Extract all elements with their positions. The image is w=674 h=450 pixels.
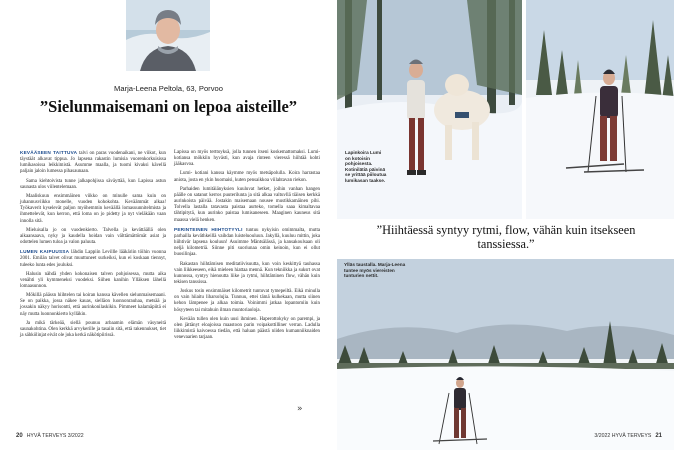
page-number-left: 20	[16, 433, 23, 439]
paragraph: Rakastan hiihtämisen meditatiivisuutta, kun voin keskittyä tauhassa vain liikkeeseen, eikä mieleen hiattaa mennä. Kun tekniikka ja suksrt ovat kunnossa, syntyy hienoutta liike ja rytmi, hiihtäminen flow, vähän kuin tekisen tanssissa.	[174, 261, 320, 285]
right-page	[337, 0, 674, 450]
paragraph: Mökillä päässn hiihtelen tai koiran kanssa kävellen sielunmaisemaani. Se on paikka, jossa näkee kauas, sielläon luonnonrauhaa, metsää ja jossakin näkyy horisontti, että aurinkonilaskikin. Pimmeet kalamäpiitä ei näy mutta luonnonkierto kylläkin.	[20, 293, 166, 317]
byline: Marja-Leena Peltola, 63, Porvoo	[114, 84, 223, 93]
portrait-photo	[126, 0, 210, 71]
paragraph: Lapissa on myös terttoyksä, jolla tunnen itseni koskemattomaksi. Lumi-kotiansa mökkiin hyvästi, kun avaja rinteen vieressä hiihtää kohti jääkasvoa.	[174, 150, 320, 168]
text-column-right	[174, 150, 320, 344]
photo-fell-landscape	[337, 259, 674, 450]
magazine-issue: 3/2022 HYVÄ TERVEYS	[594, 433, 652, 439]
photo-caption: Ylläs taustalla. Marja-Leena tuntee myös viereisten tunturien nettit.	[344, 262, 406, 279]
folio-left	[16, 433, 84, 439]
paragraph: Parhaiden lumitäiänyksien kuuluvat hetket, joihin vanhan hangen päälle on satanut kerros puuterilunta ja sitä alkaa valtuvllä tiäisen kerkkä aurinkoista päivää. Jostakin maisemaan nousee mustikkamäinen pihi. Tolvella lastalla tatavasta paistaa aurteko, tomella saaa kimaltavaa tähtipitytä, kun aurinko paistaa lumisaneseen. Maaginen kauneus sitä maassa vielä henken.	[174, 186, 320, 223]
paragraph: Sama kiehtoivista tunne jalkapohjissa säväyttää, kun Lapissa astun saunasta ulos viilentelemaan.	[20, 178, 166, 190]
photo-woman-with-dog	[337, 0, 522, 219]
text-column-left	[20, 150, 166, 342]
paragraph: Halusin nähdä yhden kokonaisen talven pohjoisessa, mutta aika venähti yli kymmeneksi vuodeksi. Siihen kanihin Ylläksen lähellä lomaasunnon.	[20, 271, 166, 289]
pull-quote: ”Hiihtäessä syntyy rytmi, flow, vähän kuin itsekseen tanssiessa.”	[376, 223, 636, 251]
folio-right	[594, 433, 662, 439]
magazine-issue: HYVÄ TERVEYS 3/2022	[26, 433, 84, 439]
page-number-right: 21	[655, 433, 662, 439]
paragraph: Lumi- kotiani kanssa käymme myös metsäpolulla. Koira harrastaa aniota, josta en ykin huomaisi, kuten pensaikkoa viilahtavan riekon.	[174, 171, 320, 183]
paragraph: Maaliskuun ensimmäinen viikko on minulle sama kuin on juhannusviikko monelle, vuoden kohokohta. Keväämmät alkaa! Työkaverit kyselevät paljon myöhemmin keväällä lomasuunnitelmista ja ihmettelevät, kun kerron, että loma on jo pidetty ja nyt vieläkään vaan innolla sitä.	[20, 193, 166, 224]
paragraph: Mieluisalla jo on vuodenkierto. Talvella ja kevättäällä olen aikaansaava, nyky ja kaudella hoidan vain välttämättömät asiat ja odottelen lumen tuloa ja valon paluuta.	[20, 227, 166, 246]
paragraph: PERINTEINEN HIIHTOTYYLI tuntuu nykyisin omimmalta, mutta parhailla keväthkeillä vaihdan luisteluouluun. Jakyllä, kuuluu mittin, joka hiihtivär lapsena kouluun! Asuimme Mäntsälässä, ja kansakoulsaan oli neljä kilometriä. Siinne piti suoriunaa omin keinoin, kun ei ollut buosilinjaa.	[174, 226, 320, 258]
paragraph: KEVÄÄSEEN TAITTUVA talvi on paras vuodenaikani, ne viikot, kun täystäät alkavat tippua. Jo lapsena rakastin lumisia vuorenkorkuisissa lumikasoissa leikkimistä. Asumme maalla, ja tuomi kivaksi kävellä paljain jaloin lumessa pihasaunaan.	[20, 150, 166, 175]
paragraph: LUMEN KAIPUUSSA lähdin Lappiin Levillle lääkäriin töihin vuonna 2001. Emilän talvet olivat muuttuneet surkeiksi, kun ei koskaan tiennyt, tuleeko lunta edes jouluksi.	[20, 249, 166, 268]
paragraph: Joskus tosin ensimmäiset kilometrit tuntuvat tymepeiltä. Eikä minulla on vain hiiaitu liharsolujia. Tunnuu, ettei tämä kulkekaan, mutta siinen kehon lämpenee ja alkaa toimia. Voinimmi jatkaa lopantomiin kuin hösyyteen tai mitahuin ilman muntoriaoloja.	[174, 289, 320, 313]
continue-arrow-icon: »	[297, 404, 303, 414]
paragraph: Ja mikä tärkeää, siellä pounuu arbaamin elämän väsyneitä saunakohtina. Olen kerkkä arvykerille ja tasaiin sitä, että rakennukset, tiet ja sähkölinjat eivät ole joka kerkä näkötipiirissä.	[20, 320, 166, 339]
photo-skier-forest	[526, 0, 674, 219]
photo-caption: Lapinkoira Lumi on kotoisin pohjoisesta. Kotinilätiä päivinä se yrittää piiloutua lumikasan taakse.	[345, 150, 387, 183]
paragraph: Kevään tullen olen kuin uusi ihminen. Haperottokyky on parempi, ja olen jättänyt eloajoissa maastoon parin voipakottilliner verran. Ladulla liikkimistä kaivoessa tiedän, että haluan päästä niiden kumanniiknaiden venevaarien tarjaan.	[174, 316, 320, 341]
headline: ”Sielunmaisemani on lepoa aisteille”	[39, 97, 298, 116]
